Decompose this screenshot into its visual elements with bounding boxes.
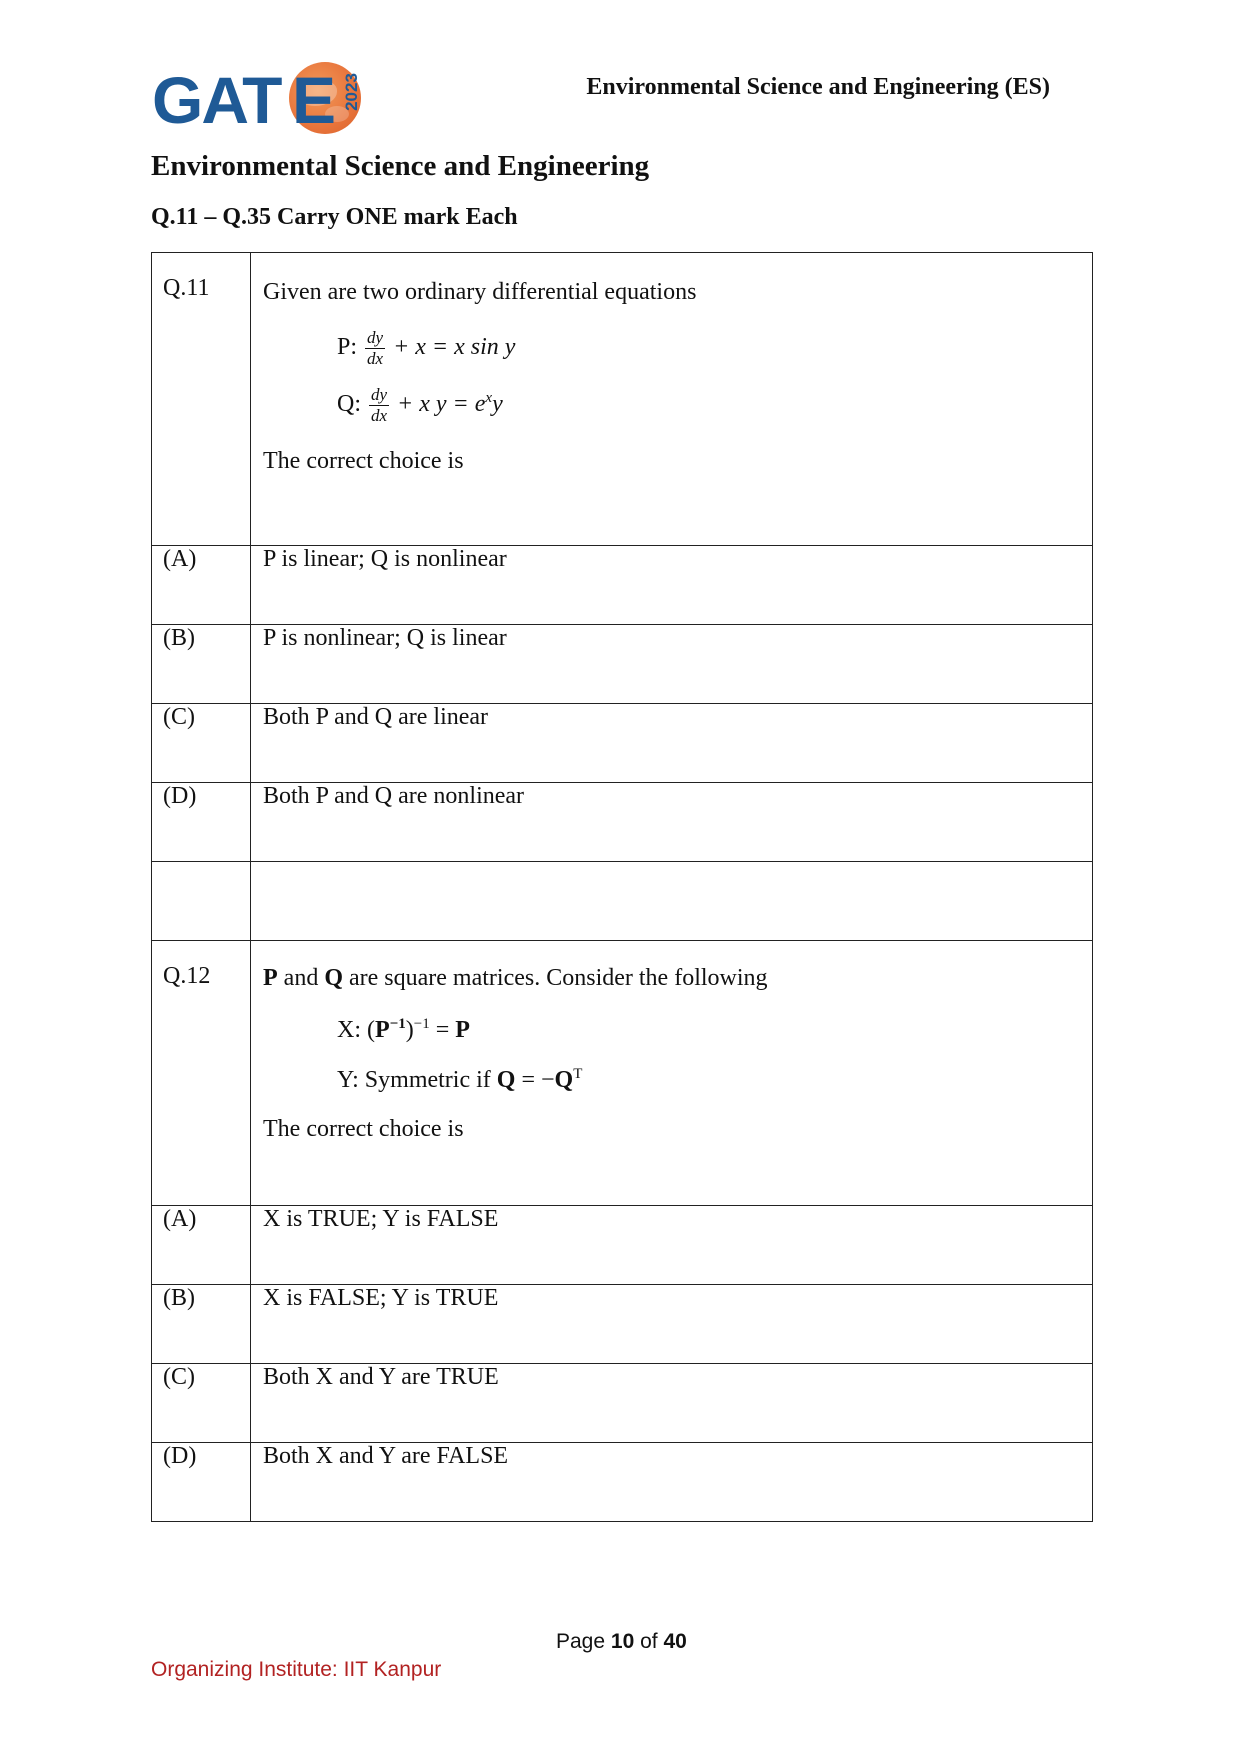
fraction-denominator: dx <box>367 349 384 368</box>
option-label: (B) <box>152 625 251 704</box>
option-row[interactable] <box>152 1443 1093 1522</box>
option-row[interactable] <box>152 783 1093 862</box>
section-title: Environmental Science and Engineering <box>151 150 650 182</box>
question-number: Q.11 <box>152 253 251 546</box>
statement-y <box>337 1066 1092 1094</box>
matrix-q: Q <box>324 965 343 991</box>
question-intro: Given are two ordinary differential equations <box>263 279 697 305</box>
option-row[interactable] <box>152 625 1093 704</box>
logo-text: GAT <box>152 63 281 137</box>
question-row-q11 <box>152 253 1093 546</box>
page-prefix: Page <box>556 1630 611 1653</box>
matrix-p: P <box>455 1017 470 1043</box>
paren-close: ) <box>405 1017 414 1043</box>
option-label: (B) <box>152 1285 251 1364</box>
equals: = − <box>515 1067 555 1093</box>
empty-cell <box>251 862 1093 941</box>
option-row[interactable] <box>152 546 1093 625</box>
option-text: P is nonlinear; Q is linear <box>251 625 1093 704</box>
statement-x <box>337 1016 1092 1044</box>
page-number <box>556 1630 687 1654</box>
section-subtitle: Q.11 – Q.35 Carry ONE mark Each <box>151 204 518 230</box>
intro-and: and <box>277 965 325 991</box>
option-text: Both P and Q are nonlinear <box>251 783 1093 862</box>
option-row[interactable] <box>152 1285 1093 1364</box>
equation-label: P: <box>337 334 358 361</box>
fraction-numerator: dy <box>371 385 388 404</box>
option-text: Both P and Q are linear <box>251 704 1093 783</box>
equation-rhs: + x = x sin y <box>393 334 516 361</box>
question-intro <box>263 965 1092 992</box>
derivative-fraction <box>365 328 385 369</box>
exponent: −1 <box>389 1016 406 1032</box>
page-total: 40 <box>663 1630 687 1653</box>
equation-label: Q: <box>337 391 361 418</box>
empty-cell <box>152 862 251 941</box>
matrix-q: Q <box>496 1067 516 1093</box>
option-row[interactable] <box>152 1206 1093 1285</box>
question-body <box>251 941 1093 1206</box>
page-current: 10 <box>610 1630 635 1653</box>
question-table <box>151 252 1093 1522</box>
option-label: (A) <box>152 1206 251 1285</box>
question-number: Q.12 <box>152 941 251 1206</box>
option-text: Both X and Y are FALSE <box>251 1443 1093 1522</box>
statement-label: Y: Symmetric if <box>337 1067 497 1093</box>
equation-p <box>337 328 1092 369</box>
spacer-row <box>152 862 1093 941</box>
fraction-numerator: dy <box>367 328 384 347</box>
option-row[interactable] <box>152 704 1093 783</box>
matrix-p: P <box>263 965 278 991</box>
header-title: Environmental Science and Engineering (ES) <box>586 74 1050 100</box>
option-row[interactable] <box>152 1364 1093 1443</box>
option-text: Both X and Y are TRUE <box>251 1364 1093 1443</box>
derivative-fraction <box>369 385 389 426</box>
equation-q <box>337 385 1092 426</box>
statement-label: X: ( <box>337 1017 375 1043</box>
logo-year: 2023 <box>342 73 361 111</box>
question-body <box>251 253 1093 546</box>
option-text: X is FALSE; Y is TRUE <box>251 1285 1093 1364</box>
question-prompt: The correct choice is <box>263 1116 464 1142</box>
page-of: of <box>634 1630 664 1653</box>
logo-letter-e: E <box>292 63 337 137</box>
intro-rest: are square matrices. Consider the following <box>343 965 768 991</box>
question-row-q12 <box>152 941 1093 1206</box>
transpose-exponent: T <box>573 1066 583 1082</box>
equation-rhs: + x y = e <box>397 391 486 418</box>
option-label: (D) <box>152 783 251 862</box>
equation-end: y <box>492 391 503 418</box>
question-prompt: The correct choice is <box>263 448 464 474</box>
exponent: x <box>485 390 493 407</box>
fraction-denominator: dx <box>371 406 388 425</box>
option-text: P is linear; Q is nonlinear <box>251 546 1093 625</box>
option-label: (C) <box>152 704 251 783</box>
exponent: −1 <box>413 1016 430 1032</box>
option-label: (C) <box>152 1364 251 1443</box>
option-label: (D) <box>152 1443 251 1522</box>
matrix-p: P <box>375 1017 390 1043</box>
option-label: (A) <box>152 546 251 625</box>
equals: = <box>429 1017 456 1043</box>
gate-2023-logo <box>152 58 361 142</box>
matrix-q: Q <box>554 1067 574 1093</box>
option-text: X is TRUE; Y is FALSE <box>251 1206 1093 1285</box>
organizing-institute: Organizing Institute: IIT Kanpur <box>151 1658 442 1681</box>
